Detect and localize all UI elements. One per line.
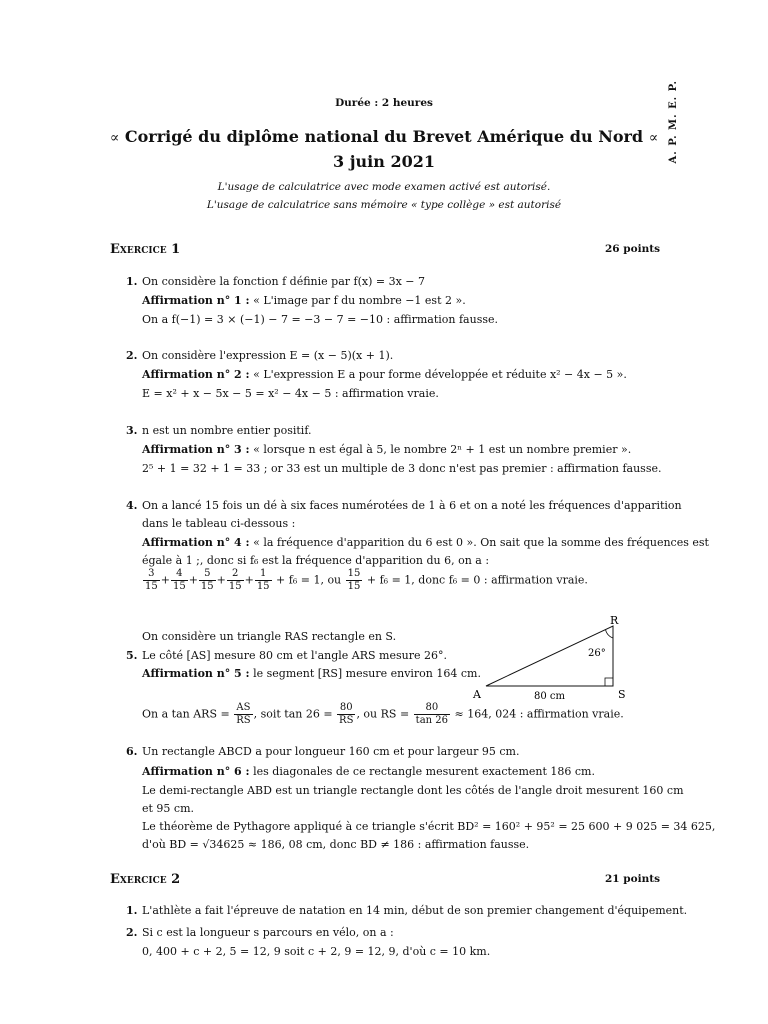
exam-date: 3 juin 2021: [333, 152, 435, 171]
calc-part-d: ≈ 164, 024 : affirmation vraie.: [451, 707, 624, 721]
q2-affirmation-text: « L'expression E a pour forme développée et réduite x² − 4x − 5 ».: [249, 368, 627, 381]
fraction-as-rs: $\frac{AS}{RS}$: [236, 702, 251, 726]
q6-statement: Un rectangle ABCD a pour longueur 160 cm et pour largeur 95 cm.: [142, 745, 520, 758]
fraction-3: $\frac{5}{15}$: [200, 568, 214, 592]
fraction-5: $\frac{1}{15}$: [256, 568, 270, 592]
q1-affirmation-text: « L'image par f du nombre −1 est 2 ».: [249, 294, 466, 307]
q4-affirmation: [142, 536, 709, 549]
q4-statement-1: On a lancé 15 fois un dé à six faces numérotées de 1 à 6 et on a noté les fréquences d'apparition: [142, 499, 682, 512]
fraction-4: $\frac{2}{15}$: [228, 568, 242, 592]
q6-answer-4: d'où BD = √34625 ≈ 186, 08 cm, donc BD ≠ 186 : affirmation fausse.: [142, 838, 530, 851]
q3-answer: 2⁵ + 1 = 32 + 1 = 33 ; or 33 est un multiple de 3 donc n'est pas premier : affirmation fausse.: [142, 462, 662, 475]
q6-affirmation: [142, 765, 595, 778]
q3-statement: n est un nombre entier positif.: [142, 424, 312, 437]
q6-affirmation-text: les diagonales de ce rectangle mesurent exactement 186 cm.: [249, 765, 595, 778]
q6-number: 6.: [126, 745, 138, 758]
exercise-2-heading: [110, 872, 660, 887]
angle-label: 26°: [588, 648, 606, 659]
exercise-2-points: 21 points: [605, 873, 660, 885]
fraction-80-rs: $\frac{80}{RS}$: [339, 702, 354, 726]
calc-part-a: On a tan ARS =: [142, 707, 234, 721]
fraction-ou: $\frac{15}{15}$: [347, 568, 361, 592]
q4-equation: $\frac{3}{15}$ + $\frac{4}{15}$ + $\frac{5}{15}$ + $\frac{2}{15}$ + $\frac{1}{15}$ + f₆ = 1, ou $\frac{15}{15}$ + f₆ = 1, donc f₆ = 0 : affirmation vraie.: [145, 568, 588, 592]
exercise-2-title: Exercice 2: [110, 872, 181, 887]
q2-answer: E = x² + x − 5x − 5 = x² − 4x − 5 : affirmation vraie.: [142, 387, 439, 400]
q5-affirmation-text: le segment [RS] mesure environ 164 cm.: [249, 667, 481, 680]
q3-affirmation-text: « lorsque n est égal à 5, le nombre 2ⁿ + 1 est un nombre premier ».: [249, 443, 632, 456]
q5-preamble: On considère un triangle RAS rectangle en S.: [142, 630, 397, 643]
triangle-figure: [470, 612, 630, 702]
page-title: [0, 127, 768, 146]
q1-statement: On considère la fonction f définie par f(x) = 3x − 7: [142, 275, 425, 288]
label-r: R: [610, 614, 619, 627]
right-angle-mark: [605, 678, 613, 686]
q6-affirmation-label: Affirmation n° 6 :: [142, 765, 250, 778]
q1-affirmation: [142, 294, 466, 307]
side-label: A. P. M. E. P.: [668, 80, 679, 164]
fraction-2: $\frac{4}{15}$: [172, 568, 186, 592]
equation-middle: + f₆ = 1, ou: [272, 573, 345, 587]
q1-answer: On a f(−1) = 3 × (−1) − 7 = −3 − 7 = −10 : affirmation fausse.: [142, 313, 498, 326]
ex2-q2-number: 2.: [126, 926, 138, 939]
q4-number: 4.: [126, 499, 138, 512]
q5-affirmation: [142, 667, 481, 680]
q2-affirmation: [142, 368, 627, 381]
q3-affirmation-label: Affirmation n° 3 :: [142, 443, 250, 456]
ex2-q1-number: 1.: [126, 904, 138, 917]
ex2-q2-answer: 0, 400 + c + 2, 5 = 12, 9 soit c + 2, 9 = 12, 9, d'où c = 10 km.: [142, 945, 491, 958]
equation-end: + f₆ = 1, donc f₆ = 0 : affirmation vraie.: [363, 573, 588, 587]
ex2-q2-statement: Si c est la longueur s parcours en vélo, on a :: [142, 926, 394, 939]
q5-calculation: [142, 702, 624, 727]
q4-affirmation-label: Affirmation n° 4 :: [142, 536, 250, 549]
q3-number: 3.: [126, 424, 138, 437]
q5-number: 5.: [126, 649, 138, 662]
ornament-left-icon: ∝: [109, 130, 120, 146]
q4-affirmation-text: « la fréquence d'apparition du 6 est 0 ». On sait que la somme des fréquences est: [249, 536, 709, 549]
q1-affirmation-label: Affirmation n° 1 :: [142, 294, 250, 307]
q2-affirmation-label: Affirmation n° 2 :: [142, 368, 250, 381]
title-text: Corrigé du diplôme national du Brevet Amérique du Nord: [124, 127, 644, 146]
q3-affirmation: [142, 443, 631, 456]
q6-answer-2: et 95 cm.: [142, 802, 195, 815]
ex2-q1-answer: L'athlète a fait l'épreuve de natation en 14 min, début de son premier changement d'équipement.: [142, 904, 688, 917]
q2-statement: On considère l'expression E = (x − 5)(x + 1).: [142, 349, 394, 362]
label-s: S: [618, 688, 626, 701]
exercise-1-points: 26 points: [605, 243, 660, 255]
calc-part-b: , soit tan 26 =: [253, 707, 337, 721]
q5-affirmation-label: Affirmation n° 5 :: [142, 667, 250, 680]
fraction-80-tan: $\frac{80}{\tan 26}$: [415, 702, 448, 726]
q1-number: 1.: [126, 275, 138, 288]
calc-part-c: , ou RS =: [356, 707, 413, 721]
q5-statement: Le côté [AS] mesure 80 cm et l'angle ARS mesure 26°.: [142, 649, 447, 662]
q2-number: 2.: [126, 349, 138, 362]
q4-statement-2: dans le tableau ci-dessous :: [142, 517, 296, 530]
ornament-right-icon: ∝: [648, 130, 659, 146]
calculator-note-2: L'usage de calculatrice sans mémoire « type collège » est autorisé: [206, 199, 562, 211]
fraction-1: $\frac{3}{15}$: [145, 568, 158, 592]
q6-answer-1: Le demi-rectangle ABD est un triangle rectangle dont les côtés de l'angle droit mesurent 160 cm: [142, 784, 684, 797]
duration: Durée : 2 heures: [335, 97, 433, 109]
q6-answer-3: Le théorème de Pythagore appliqué à ce triangle s'écrit BD² = 160² + 95² = 25 600 + 9 025 = 34 625,: [142, 820, 716, 833]
angle-arc: [606, 630, 613, 639]
calculator-note-1: L'usage de calculatrice avec mode examen activé est autorisé.: [217, 181, 551, 193]
q4-statement-3: égale à 1 ;, donc si f₆ est la fréquence d'apparition du 6, on a :: [142, 554, 490, 567]
exercise-1-title: Exercice 1: [110, 242, 181, 257]
side-label: 80 cm: [534, 691, 565, 702]
exercise-1-heading: [110, 242, 660, 257]
label-a: A: [473, 688, 481, 701]
